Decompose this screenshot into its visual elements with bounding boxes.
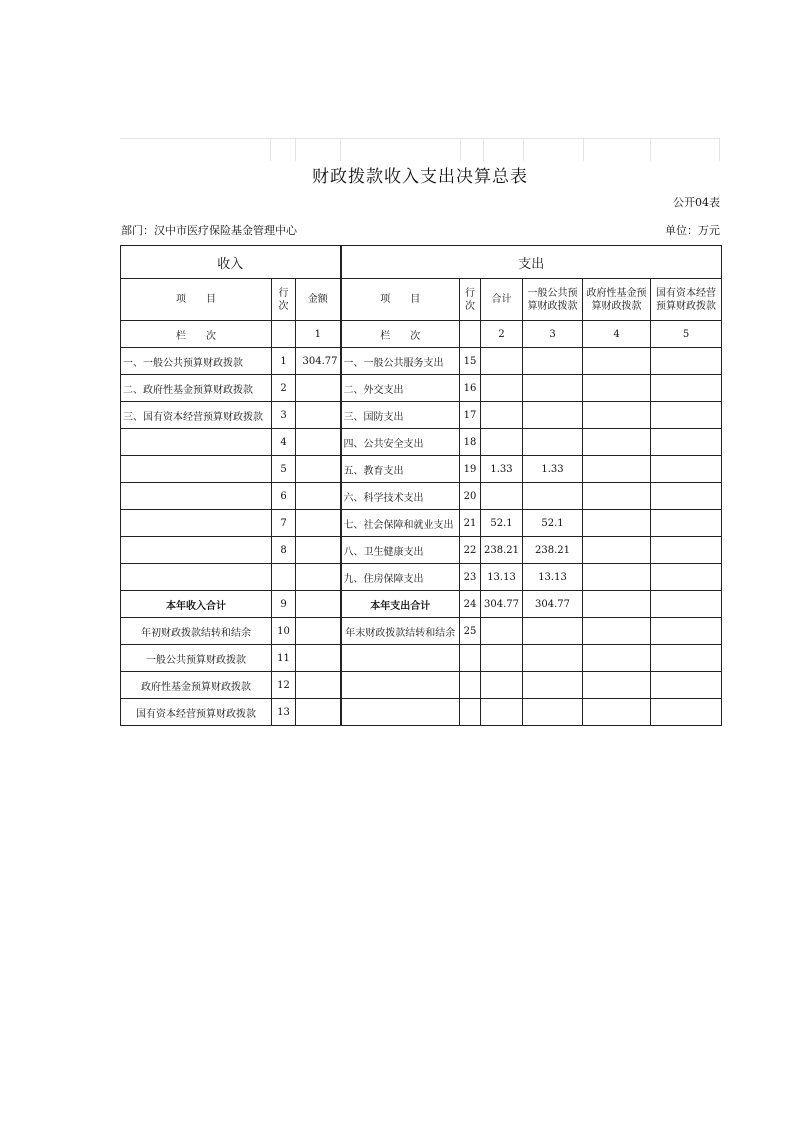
expense-item: 三、国防支出 [341,402,460,429]
blank-cell [523,699,583,726]
soe-value [651,510,722,537]
expense-total-line: 24 [460,591,481,618]
table-row [121,402,722,429]
total-value [481,483,523,510]
income-item [121,429,272,456]
gov-fund-value [583,537,651,564]
general-value: 52.1 [523,510,583,537]
income-item [121,537,272,564]
carryover-sub-line: 12 [272,672,296,699]
closing-carryover-soe [651,618,722,645]
income-item-header: 项 目 [121,279,272,321]
total-value [481,375,523,402]
income-amount [296,375,341,402]
income-amount [296,456,341,483]
general-value [523,348,583,375]
carryover-sub-label: 国有资本经营预算财政拨款 [121,699,272,726]
table-row [121,429,722,456]
income-line: 7 [272,510,296,537]
col-number-3: 3 [523,321,583,348]
blank-cell [651,645,722,672]
expense-item: 九、住房保障支出 [341,564,460,591]
gov-fund-value [583,510,651,537]
table-row [121,510,722,537]
income-amount [296,564,341,591]
closing-carryover-govfund [583,618,651,645]
income-line: 5 [272,456,296,483]
total-value: 238.21 [481,537,523,564]
total-value: 52.1 [481,510,523,537]
income-line-header: 行次 [272,279,296,321]
closing-carryover-line: 25 [460,618,481,645]
col-number-1: 1 [296,321,341,348]
blank-cell [523,672,583,699]
soe-value [651,564,722,591]
soe-value [651,402,722,429]
blank-cell [460,645,481,672]
income-item [121,483,272,510]
report-title: 财政拨款收入支出决算总表 [312,167,528,187]
table-row [121,348,722,375]
blank-cell [460,672,481,699]
general-value [523,483,583,510]
income-item [121,564,272,591]
expense-total-value: 304.77 [481,591,523,618]
total-value [481,348,523,375]
soe-capital-header: 国有资本经营预算财政拨款 [651,279,722,321]
carryover-sub-amount [296,672,341,699]
income-item [121,510,272,537]
expense-line: 20 [460,483,481,510]
blank-cell [481,699,523,726]
blank-cell [651,699,722,726]
income-total-line: 9 [272,591,296,618]
general-value: 1.33 [523,456,583,483]
carryover-row [121,618,722,645]
department-label: 部门：汉中市医疗保险基金管理中心 [121,224,297,237]
income-total-amount [296,591,341,618]
expense-line: 19 [460,456,481,483]
expense-line: 21 [460,510,481,537]
total-value [481,429,523,456]
carryover-sub-amount [296,645,341,672]
blank-cell [651,672,722,699]
blank-cell [341,672,460,699]
soe-value [651,375,722,402]
soe-value [651,483,722,510]
gov-fund-value [583,402,651,429]
income-amount [296,402,341,429]
general-value: 238.21 [523,537,583,564]
table-row [121,564,722,591]
expense-total-label: 本年支出合计 [341,591,460,618]
table-row [121,537,722,564]
income-amount: 304.77 [296,348,341,375]
section-header-row [121,246,722,279]
gov-fund-header: 政府性基金预算财政拨款 [583,279,651,321]
soe-value [651,348,722,375]
gov-fund-value [583,483,651,510]
totals-row [121,591,722,618]
expense-line: 18 [460,429,481,456]
total-value: 1.33 [481,456,523,483]
income-item: 一、一般公共预算财政拨款 [121,348,272,375]
closing-carryover-general [523,618,583,645]
income-item [121,456,272,483]
col-number-2: 2 [481,321,523,348]
expense-item: 五、教育支出 [341,456,460,483]
appropriation-table [120,245,722,726]
income-section-header: 收入 [121,246,341,279]
blank-cell [583,645,651,672]
expense-item: 七、社会保障和就业支出 [341,510,460,537]
blank-cell [341,699,460,726]
carryover-sub-row [121,645,722,672]
blank-cell [460,699,481,726]
income-amount [296,483,341,510]
col-line-left [272,321,296,348]
table-row [121,456,722,483]
gov-fund-value [583,564,651,591]
general-value: 13.13 [523,564,583,591]
income-amount [296,429,341,456]
expense-line: 15 [460,348,481,375]
expense-line-header: 行次 [460,279,481,321]
carryover-sub-line: 11 [272,645,296,672]
expense-line: 17 [460,402,481,429]
unit-label: 单位：万元 [665,224,720,237]
column-number-row [121,321,722,348]
income-line: 1 [272,348,296,375]
income-amount [296,510,341,537]
income-amount [296,537,341,564]
blank-cell [583,672,651,699]
carryover-sub-label: 政府性基金预算财政拨款 [121,672,272,699]
gov-fund-value [583,375,651,402]
expense-line: 23 [460,564,481,591]
blank-cell [523,645,583,672]
opening-carryover-label: 年初财政拨款结转和结余 [121,618,272,645]
column-header-row [121,279,722,321]
blank-cell [341,645,460,672]
opening-carryover-amount [296,618,341,645]
expense-item-header: 项 目 [341,279,460,321]
opening-carryover-line: 10 [272,618,296,645]
carryover-sub-row [121,699,722,726]
general-budget-header: 一般公共预算财政拨款 [523,279,583,321]
spreadsheet-gridlines [120,138,720,161]
expense-section-header: 支出 [341,246,722,279]
gov-fund-value [583,456,651,483]
form-number: 公开04表 [673,196,720,209]
total-value: 13.13 [481,564,523,591]
expense-line: 22 [460,537,481,564]
income-line: 3 [272,402,296,429]
expense-total-general: 304.77 [523,591,583,618]
income-line: 2 [272,375,296,402]
income-item: 三、国有资本经营预算财政拨款 [121,402,272,429]
expense-item: 一、一般公共服务支出 [341,348,460,375]
expense-line: 16 [460,375,481,402]
col-number-4: 4 [583,321,651,348]
expense-item: 二、外交支出 [341,375,460,402]
soe-value [651,429,722,456]
income-line: 4 [272,429,296,456]
table-row [121,483,722,510]
blank-cell [481,645,523,672]
closing-carryover-label: 年末财政拨款结转和结余 [341,618,460,645]
income-amount-header: 金额 [296,279,341,321]
total-header: 合计 [481,279,523,321]
carryover-sub-amount [296,699,341,726]
table-row [121,375,722,402]
income-line: 6 [272,483,296,510]
col-label-left: 栏 次 [121,321,272,348]
blank-cell [583,699,651,726]
general-value [523,429,583,456]
blank-cell [481,672,523,699]
expense-item: 四、公共安全支出 [341,429,460,456]
col-line-right [460,321,481,348]
gov-fund-value [583,348,651,375]
carryover-sub-label: 一般公共预算财政拨款 [121,645,272,672]
expense-total-govfund [583,591,651,618]
expense-item: 八、卫生健康支出 [341,537,460,564]
gov-fund-value [583,429,651,456]
col-number-5: 5 [651,321,722,348]
expense-total-soe [651,591,722,618]
col-label-right: 栏 次 [341,321,460,348]
closing-carryover-total [481,618,523,645]
income-line: 8 [272,537,296,564]
general-value [523,402,583,429]
income-item: 二、政府性基金预算财政拨款 [121,375,272,402]
soe-value [651,537,722,564]
total-value [481,402,523,429]
soe-value [651,456,722,483]
carryover-sub-row [121,672,722,699]
expense-item: 六、科学技术支出 [341,483,460,510]
income-total-label: 本年收入合计 [121,591,272,618]
income-line [272,564,296,591]
carryover-sub-line: 13 [272,699,296,726]
general-value [523,375,583,402]
